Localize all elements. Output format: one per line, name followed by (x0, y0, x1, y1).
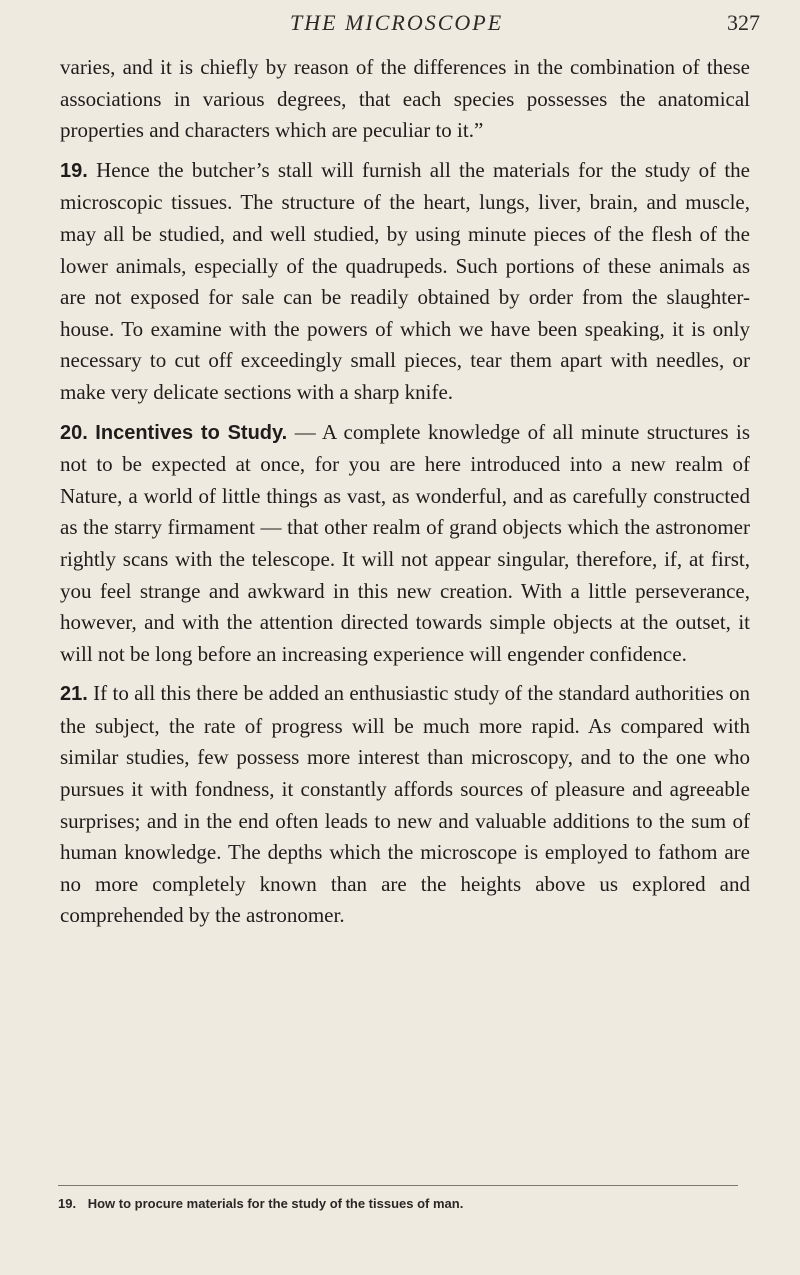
paragraph-20 (60, 417, 750, 671)
body-text (60, 52, 750, 940)
footnote-text: How to procure materials for the study of the tissues of man. (87, 1196, 464, 1211)
paragraph-text: — A complete knowledge of all minute structures is not to be expected at once, for you are here introduced into a new realm of Nature, a world of little things as vast, as wonderful, and as carefully constructed as the starry firmament — that other realm of grand objects which the astronomer rightly scans with the telescope. It will not appear singular, therefore, if, at first, you feel strange and awkward in this new creation. With a little perseverance, however, and with the attention directed towards simple objects at the outset, it will not be long before an increasing experience will engender confidence. (60, 419, 750, 666)
paragraph-number: 19. (60, 159, 88, 182)
footnote-divider (58, 1185, 738, 1186)
page-header (0, 10, 800, 42)
footnote (58, 1196, 748, 1211)
paragraph-21 (60, 678, 750, 932)
section-title: Incentives to Study. (95, 421, 288, 444)
paragraph-number: 20. (60, 421, 88, 444)
page-number: 327 (727, 10, 760, 35)
paragraph-text: If to all this there be added an enthusiastic study of the standard authorities on the subject, the rate of progress will be much more rapid. As compared with similar studies, few possess more interest than microscopy, and to the one who pursues it with fondness, it constantly affords sources of pleasure and agreeable surprises; and in the end often leads to new and valuable additions to the sum of human knowledge. The depths which the microscope is employed to fathom are no more completely known than are the heights above us explored and comprehended by the astronomer. (60, 681, 751, 928)
paragraph-text: Hence the butcher’s stall will furnish all the materials for the study of the microscopic tissues. The structure of the heart, lungs, liver, brain, and muscle, may all be studied, and well studied, by using minute pieces of the flesh of the lower animals, especially of the quadrupeds. Such portions of these animals as are not exposed for sale can be readily obtained by order from the slaughter-house. To examine with the powers of which we have been speaking, it is only necessary to cut off exceedingly small pieces, tear them apart with needles, or make very delicate sections with a sharp knife. (60, 157, 751, 404)
footnote-number: 19. (58, 1196, 77, 1211)
paragraph-continuation (60, 52, 750, 147)
running-title: THE MICROSCOPE (290, 10, 504, 35)
paragraph-text: varies, and it is chiefly by reason of the differences in the combination of these associations in various degrees, that each species possesses the anatomical properties and characters which are peculiar to it.” (60, 55, 750, 143)
paragraph-number: 21. (60, 683, 88, 706)
paragraph-19 (60, 155, 750, 409)
